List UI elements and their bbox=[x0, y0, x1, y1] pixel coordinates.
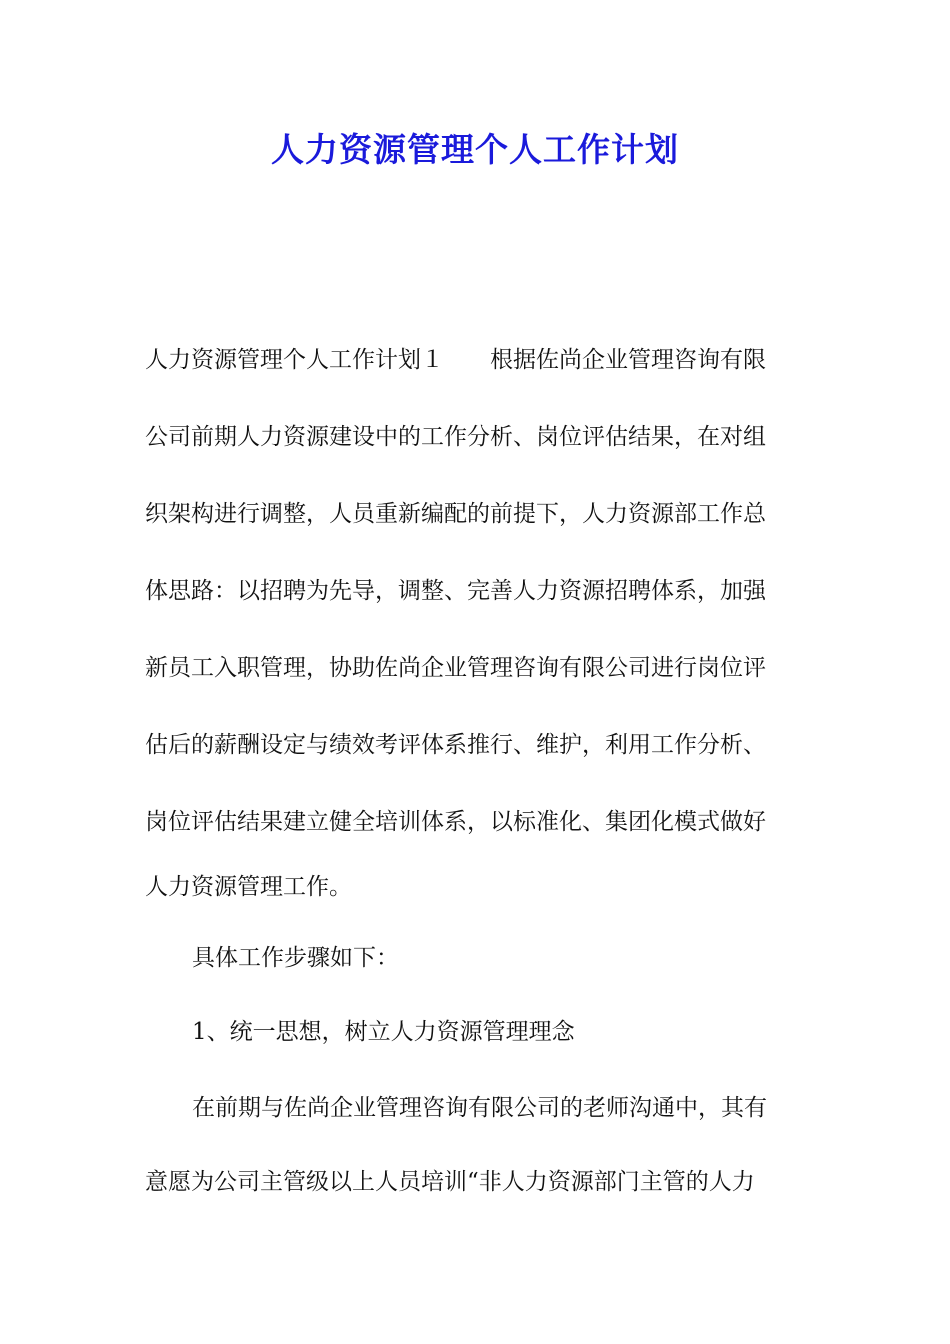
section-heading: 1、统一思想，树立人力资源管理理念 bbox=[192, 1019, 575, 1045]
paragraph-line: 估后的薪酬设定与绩效考评体系推行、维护，利用工作分析、 bbox=[145, 732, 766, 758]
paragraph-line: 岗位评估结果建立健全培训体系，以标准化、集团化模式做好 bbox=[145, 809, 766, 835]
paragraph-line: 意愿为公司主管级以上人员培训“非人力资源部门主管的人力 bbox=[145, 1169, 755, 1195]
paragraph-line: 体思路：以招聘为先导，调整、完善人力资源招聘体系，加强 bbox=[145, 578, 766, 604]
paragraph-line bbox=[145, 344, 766, 376]
steps-intro: 具体工作步骤如下： bbox=[192, 945, 399, 971]
paragraph-line: 新员工入职管理，协助佐尚企业管理咨询有限公司进行岗位评 bbox=[145, 655, 766, 681]
paragraph-text: 根据佐尚企业管理咨询有限 bbox=[490, 347, 766, 373]
paragraph-line: 公司前期人力资源建设中的工作分析、岗位评估结果，在对组 bbox=[145, 424, 766, 450]
plan-heading-label: 人力资源管理个人工作计划１ bbox=[145, 347, 444, 373]
paragraph-line: 人力资源管理工作。 bbox=[145, 874, 352, 900]
paragraph-line: 在前期与佐尚企业管理咨询有限公司的老师沟通中，其有 bbox=[192, 1095, 767, 1121]
paragraph-line: 织架构进行调整，人员重新编配的前提下，人力资源部工作总 bbox=[145, 501, 766, 527]
document-title: 人力资源管理个人工作计划 bbox=[271, 130, 679, 169]
